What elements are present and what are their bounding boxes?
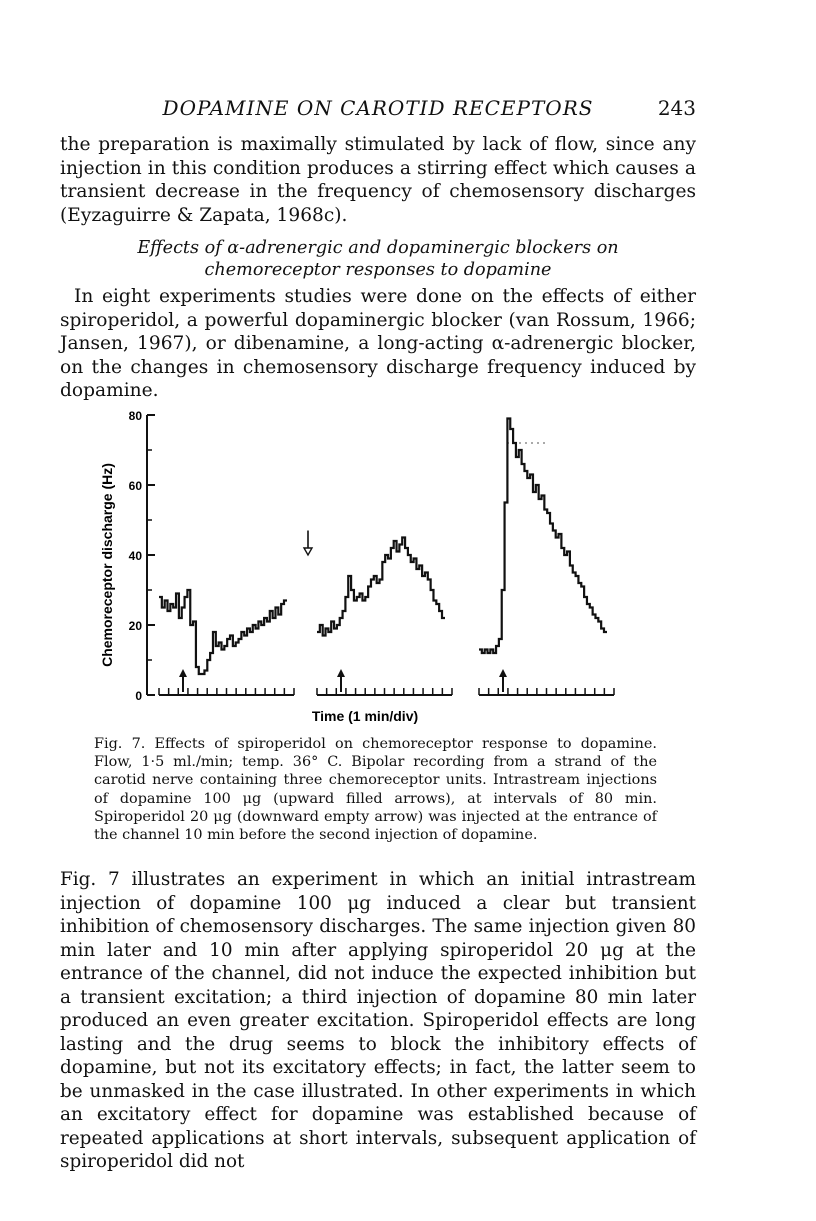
dopamine-arrow-head bbox=[179, 669, 187, 677]
dopamine-arrow-head bbox=[499, 669, 507, 677]
y-tick-label: 60 bbox=[128, 479, 142, 493]
series-line-2 bbox=[317, 538, 445, 636]
paragraph-1: the preparation is maximally stimulated by lack of flow, since any injection in this condition produces a stirring effect which causes a transient decrease in the frequency of chemosensory discharges (Eyzaguirre & Zapata, 1968c). bbox=[60, 134, 696, 226]
paragraph-3: Fig. 7 illustrates an experiment in which an initial intrastream injection of dopamine 100 μg induced a clear but transient inhibition of chemosensory discharges. The same injection given 80 min later and 10 min after applying spiroperidol 20 μg at the entrance of the channel, did not induce the expected inhibition but a transient excitation; a third injection of dopamine 80 min later produced an even greater excitation. Spiroperidol effects are long lasting and the drug seems to block the inhibitory effects of dopamine, but not its excitatory effects; in fact, the latter seem to be unmasked in the case illustrated. In other experiments in which an excitatory effect for dopamine was established because of repeated applications at short intervals, subsequent application of spiroperidol did not bbox=[60, 869, 696, 1172]
figure-caption: Fig. 7. Effects of spiroperidol on chemoreceptor response to dopamine. Flow, 1·5 ml./min; temp. 36° C. Bipolar recording from a strand of the carotid nerve containing three chemoreceptor units. Intrastream injections of dopamine 100 μg (upward filled arrows), at intervals of 80 min. Spiroperidol 20 μg (downward empty arrow) was injected at the entrance of the channel 10 min before the second injection of dopamine. bbox=[94, 736, 657, 844]
y-tick-label: 40 bbox=[128, 549, 142, 563]
chart-axes bbox=[129, 409, 614, 703]
paragraph-2: In eight experiments studies were done on the effects of either spiroperidol, a powerful dopaminergic blocker (van Rossum, 1966; Jansen, 1967), or dibenamine, a long-acting α-adrenergic blocker, on the changes in chemosensory discharge frequency induced by dopamine. bbox=[60, 286, 696, 402]
spiroperidol-arrow-head bbox=[304, 548, 312, 555]
series-line-1 bbox=[159, 590, 287, 674]
page-header bbox=[60, 96, 696, 124]
y-axis-label: Chemoreceptor discharge (Hz) bbox=[99, 463, 115, 667]
section-heading-line-1: Effects of α-adrenergic and dopaminergic blockers on bbox=[137, 238, 619, 258]
dopamine-arrow-head bbox=[337, 669, 345, 677]
y-tick-label: 0 bbox=[135, 689, 142, 703]
running-title: DOPAMINE ON CAROTID RECEPTORS bbox=[162, 96, 594, 120]
y-tick-label: 20 bbox=[128, 619, 142, 633]
figure-7-chart bbox=[95, 405, 635, 730]
page-number: 243 bbox=[657, 96, 696, 120]
x-axis-label: Time (1 min/div) bbox=[311, 708, 419, 724]
chart-series bbox=[159, 419, 607, 675]
section-heading-line-2: chemoreceptor responses to dopamine bbox=[204, 260, 552, 280]
y-tick-label: 80 bbox=[128, 409, 142, 423]
series-line-3 bbox=[479, 419, 607, 654]
section-heading bbox=[60, 237, 696, 281]
